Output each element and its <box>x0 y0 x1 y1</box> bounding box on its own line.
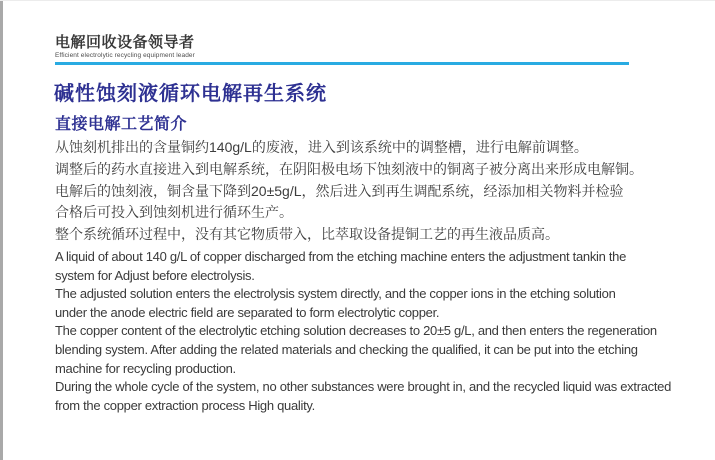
text-line: During the whole cycle of the system, no other substances were brought in, and the recycled liquid was extracted <box>55 379 672 395</box>
page-title: 碱性蚀刻液循环电解再生系统 <box>54 83 327 105</box>
brand-name: 电解回收设备领导者 <box>55 34 195 51</box>
text-line: under the anode electric field are separated to form electrolytic copper. <box>55 304 440 320</box>
page-edge <box>0 1 3 460</box>
header <box>55 34 195 59</box>
text-line: 整个系统循环过程中，没有其它物质带入，比萃取设备提铜工艺的再生液品质高。 <box>55 226 559 243</box>
text-line: 从蚀刻机排出的含量铜约140g/L的废液，进入到该系统中的调整槽，进行电解前调整。 <box>55 139 588 155</box>
brand-tagline: Efficient electrolytic recycling equipment leader <box>55 52 195 59</box>
section-heading: 直接电解工艺简介 <box>55 116 188 133</box>
text-line: A liquid of about 140 g/L of copper discharged from the etching machine enters the adjustment tankin the <box>55 249 627 264</box>
text-line: The adjusted solution enters the electrolysis system directly, and the copper ions in the etching solution <box>55 286 616 302</box>
text-line: blending system. After adding the related materials and checking the qualified, it can be put into the etching <box>55 341 638 357</box>
english-paragraphs <box>55 248 671 415</box>
text-line: 调整后的药水直接进入到电解系统，在阴阳极电场下蚀刻液中的铜离子被分离出来形成电解铜。 <box>55 160 643 177</box>
text-line: The copper content of the electrolytic etching solution decreases to 20±5 g/L, and then enters the regeneration <box>55 323 657 339</box>
chinese-paragraphs <box>55 137 643 246</box>
text-line: machine for recycling production. <box>55 360 236 376</box>
header-divider-rule <box>55 62 629 65</box>
text-line: from the copper extraction process High quality. <box>55 397 315 413</box>
text-line: 合格后可投入到蚀刻机进行循环生产。 <box>55 204 293 221</box>
text-line: system for Adjust before electrolysis. <box>55 267 255 283</box>
text-line: 电解后的蚀刻液，铜含量下降到20±5g/L，然后进入到再生调配系统，经添加相关物料并检验 <box>55 182 624 199</box>
